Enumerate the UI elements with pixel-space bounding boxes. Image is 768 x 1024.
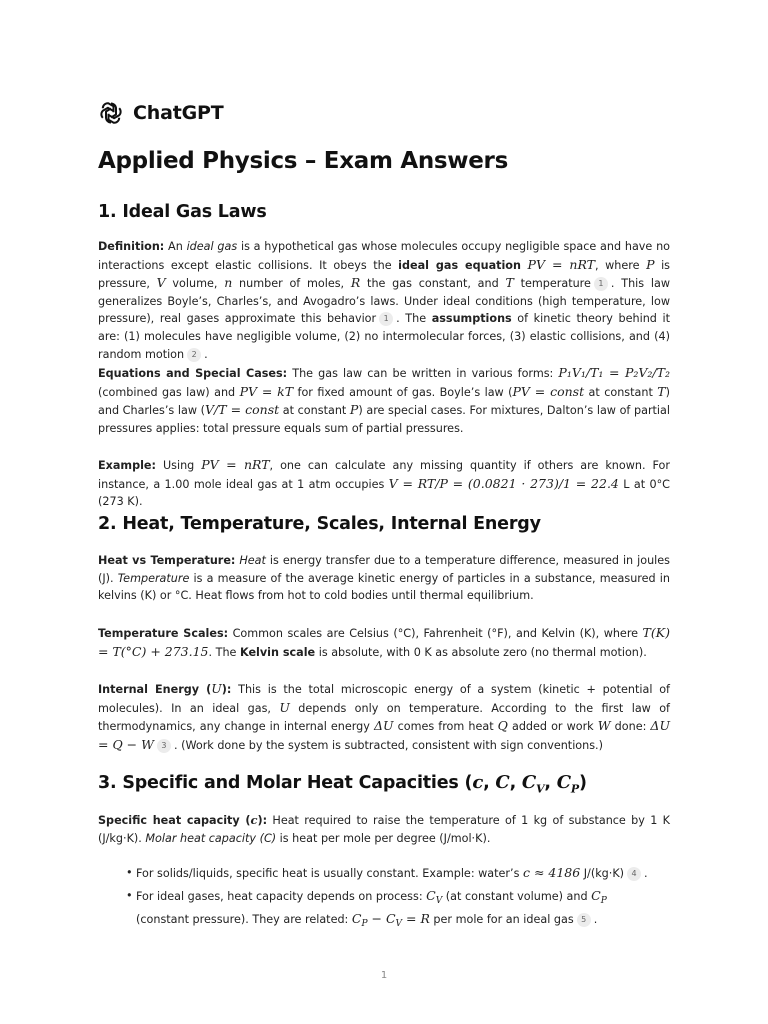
section-3-heading: 3. Specific and Molar Heat Capacities (c, C, $C_V$, $C_P$)	[98, 772, 587, 796]
citation-badge[interactable]: 5	[577, 913, 591, 927]
temperature-scales-paragraph: Temperature Scales: Common scales are Celsius (°C), Fahrenheit (°F), and Kelvin (K), where T(K) = T(°C) + 273.15. The Kelvin scale is absolute, with 0 K as absolute zero (no thermal motion).	[98, 625, 670, 659]
definition-paragraph: Definition: An ideal gas is a hypothetical gas whose molecules occupy negligible space and have no interactions except elastic collisions. It obeys the ideal gas equation PV = nRT, where P is pressure, V volume, n number of moles, R the gas constant, and T temperature 1 . This law generalizes Boyle’s, Charles’s, and Avogadro’s laws. Under ideal conditions (high temperature, low pressure), real gases approximate this behavior 1 . The assumptions of kinetic theory behind it are: (1) molecules have negligible volume, (2) no intermolecular forces, (3) elastic collisions, and (4) random motion 2 .	[98, 240, 671, 361]
example-paragraph: Example: Using PV = nRT, one can calculate any missing quantity if others are known. For instance, a 1.00 mole ideal gas at 1 atm occupies V = RT/P = (0.0821 · 273)/1 = 22.4 L at 0°C (273 K).	[98, 457, 670, 509]
openai-logo-icon	[98, 100, 124, 126]
list-item: • For ideal gases, heat capacity depends on process: $C_V$ (at constant volume) and $C_P$ (constant pressure). They are related: $C_P - C_V = R$ per mole for an ideal gas 5 .	[128, 887, 648, 935]
citation-badge[interactable]: 1	[594, 277, 608, 291]
heat-capacity-list	[128, 864, 648, 938]
page-title: Applied Physics – Exam Answers	[98, 148, 508, 174]
citation-badge[interactable]: 3	[157, 739, 171, 753]
section-1-heading: 1. Ideal Gas Laws	[98, 202, 267, 222]
specific-heat-paragraph: Specific heat capacity (c): Heat required to raise the temperature of 1 kg of substance by 1 K (J/kg·K). Molar heat capacity (C) is heat per mole per degree (J/mol·K).	[98, 813, 670, 845]
internal-energy-paragraph: Internal Energy (U): This is the total microscopic energy of a system (kinetic + potential of molecules). In an ideal gas, U depends only on temperature. According to the first law of thermodynamics, any change in internal energy ΔU comes from heat Q added or work W done: ΔU = Q − W 3 . (Work done by the system is subtracted, consistent with sign conventions.)	[98, 681, 670, 752]
heat-vs-temperature-paragraph: Heat vs Temperature: Heat is energy transfer due to a temperature difference, measured in joules (J). Temperature is a measure of the average kinetic energy of particles in a substance, measured in kelvins (K) or °C. Heat flows from hot to cold bodies until thermal equilibrium.	[98, 554, 670, 603]
equations-paragraph: Equations and Special Cases: The gas law can be written in various forms: P₁V₁/T₁ = P₂V₂/T₂ (combined gas law) and PV = kT for fixed amount of gas. Boyle’s law (PV = const at constant T) and Charles’s law (V/T = const at constant P) are special cases. For mixtures, Dalton’s law of partial pressures applies: total pressure equals sum of partial pressures.	[98, 365, 671, 435]
section-2-heading: 2. Heat, Temperature, Scales, Internal Energy	[98, 514, 541, 534]
citation-badge[interactable]: 2	[187, 348, 201, 362]
brand-name: ChatGPT	[133, 102, 224, 124]
citation-badge[interactable]: 1	[379, 312, 393, 326]
page-number: 1	[380, 970, 388, 981]
list-item: • For solids/liquids, specific heat is usually constant. Example: water’s c ≈ 4186 J/(kg·K) 4 .	[128, 864, 648, 883]
brand-header	[98, 100, 223, 126]
citation-badge[interactable]: 4	[627, 867, 641, 881]
